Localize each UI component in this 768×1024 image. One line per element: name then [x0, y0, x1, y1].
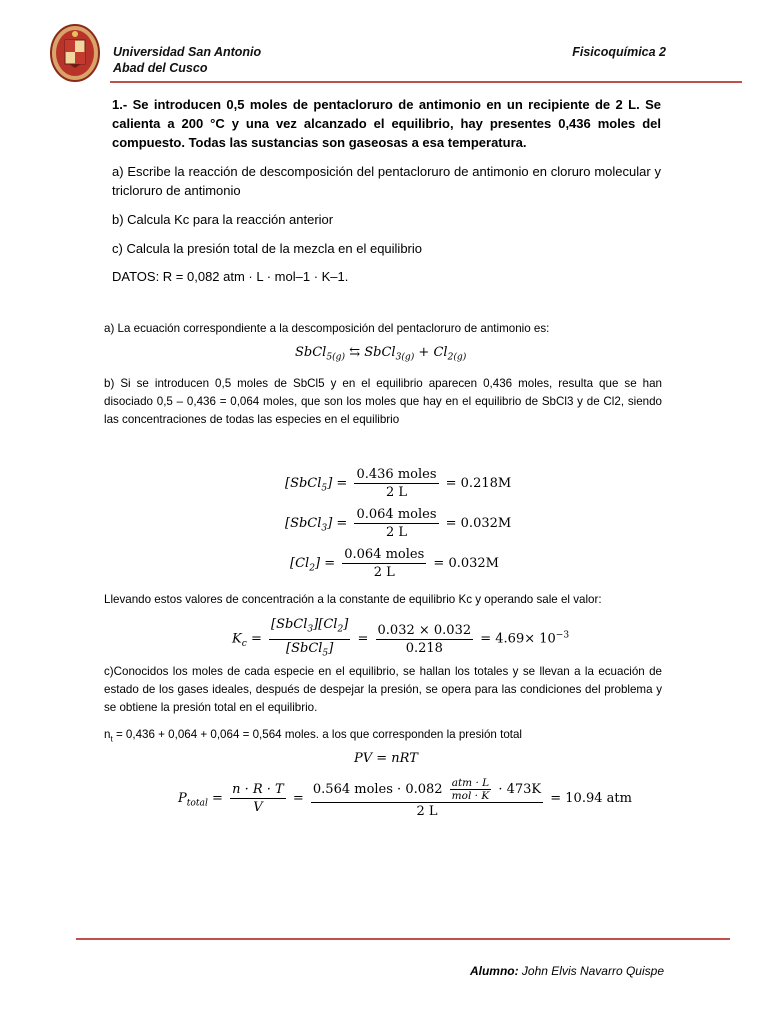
university-crest-logo	[50, 24, 100, 82]
problem-statement: 1.- Se introducen 0,5 moles de pentacloruro de antimonio en un recipiente de 2 L. Se calienta a 200 °C y una vez alcanzado el equilibrio, hay presentes 0,436 moles del compuesto. Todas las sustancias son gaseosas a esa temperatura.	[112, 97, 661, 150]
university-line-2: Abad del Cusco	[113, 61, 208, 75]
kc-exponent: −3	[555, 630, 570, 641]
kc-den: 0.218	[405, 640, 443, 656]
conc-sbcl3-equation: [SbCl$_3$] = $\frac{\text{0.064 moles}}{2 L}$ = 0.032M	[285, 507, 512, 540]
total-pressure-equation: $P_{total}$ = $\frac{n \cdot R \cdot T}{V}$ = 0.564 moles · 0.082 $\frac{\text{atm · L}}{\text{mol · K}}$ · 473K 2 L = 10.94 atm	[178, 777, 632, 819]
university-line-1: Universidad San Antonio	[113, 45, 262, 59]
student-name: John Elvis Navarro Quispe	[518, 964, 664, 978]
conc-sbcl3-result: = 0.032M	[445, 516, 512, 531]
conc-cl2-num: 0.064 moles	[344, 547, 425, 562]
kc-intro-text: Llevando estos valores de concentración a la constante de equilibrio Kc y operando sale el valor:	[104, 593, 602, 606]
decomposition-equation: SbCl$_{5(g)}$ ⇆ SbCl$_{3(g)}$ + $Cl_{2(g)}$	[295, 345, 467, 363]
total-moles-text: $n_t = 0,436 + 0,064 + 0,064 = 0,564$ moles. a los que corresponden la presión total	[104, 728, 523, 744]
conc-cl2-result: = 0.032M	[433, 556, 499, 571]
solution-a-text: a) La ecuación correspondiente a la descomposición del pentacloruro de antimonio es:	[104, 322, 550, 335]
kc-equation: $K_c$ = $\frac{[SbCl_3][Cl_2]}{[SbCl_5]}$ = $\frac{0.032 \times 0.032}{0.218}$ = $4.69\times 10^{-3}$	[232, 617, 570, 659]
conc-sbcl5-den: 2 L	[385, 485, 407, 500]
solution-c-text: c)Conocidos los moles de cada especie en el equilibrio, se hallan los totales y se llevan a la ecuación de estado de los gases ideales, después de despejar la presión, se opera para las condiciones del problema y se obtiene la presión total en el equilibrio.	[104, 665, 662, 714]
p-value-num-b: · 473K	[498, 782, 542, 797]
p-value-den: 2 L	[416, 804, 438, 819]
p-unit-num: atm · L	[450, 777, 492, 790]
ideal-gas-equation: PV = nRT	[354, 751, 418, 766]
conc-cl2-den: 2 L	[373, 565, 395, 580]
student-label: Alumno:	[469, 964, 519, 978]
kc-num: 0.032 × 0.032	[377, 622, 472, 638]
conc-sbcl3-den: 2 L	[385, 525, 407, 540]
problem-part-c: c) Calcula la presión total de la mezcla en el equilibrio	[112, 241, 422, 256]
footer-divider	[76, 938, 730, 940]
p-formula-den: V	[253, 800, 263, 815]
p-result: = 10.94 atm	[550, 791, 632, 806]
conc-sbcl3-num: 0.064 moles	[356, 507, 437, 522]
course-title: Fisicoquímica 2	[572, 45, 666, 59]
conc-sbcl5-num: 0.436 moles	[356, 467, 437, 482]
conc-cl2-equation: $[Cl_2]$ = $\frac{\text{0.064 moles}}{2 L}$ = 0.032M	[290, 547, 499, 580]
p-unit-den: mol · K	[451, 790, 490, 802]
problem-datos: DATOS: R = 0,082 atm · L · mol–1 · K–1.	[112, 269, 349, 284]
problem-part-b: b) Calcula Kc para la reacción anterior	[112, 212, 334, 227]
p-value-num-a: 0.564 moles · 0.082	[312, 782, 443, 797]
university-name	[113, 44, 261, 76]
p-formula-num: n · R · T	[232, 782, 284, 797]
student-credit	[470, 964, 664, 978]
solution-b-text: b) Si se introducen 0,5 moles de SbCl5 y en el equilibrio aparecen 0,436 moles, resulta que se han disociado 0,5 – 0,436 = 0,064 moles, que son los moles que hay en el equilibrio de SbCl3 y de Cl2, siendo las concentraciones de todas las especies en el equilibrio	[104, 377, 662, 426]
kc-result: = 4.69× 10	[480, 631, 556, 647]
conc-sbcl5-result: = 0.218M	[445, 476, 512, 491]
header-divider	[110, 81, 742, 83]
conc-sbcl5-equation: [SbCl$_5$] = $\frac{\text{0.436 moles}}{2 L}$ = 0.218M	[285, 467, 512, 500]
problem-part-a: a) Escribe la reacción de descomposición del pentacloruro de antimonio en cloruro molecular y tricloruro de antimonio	[112, 164, 661, 198]
